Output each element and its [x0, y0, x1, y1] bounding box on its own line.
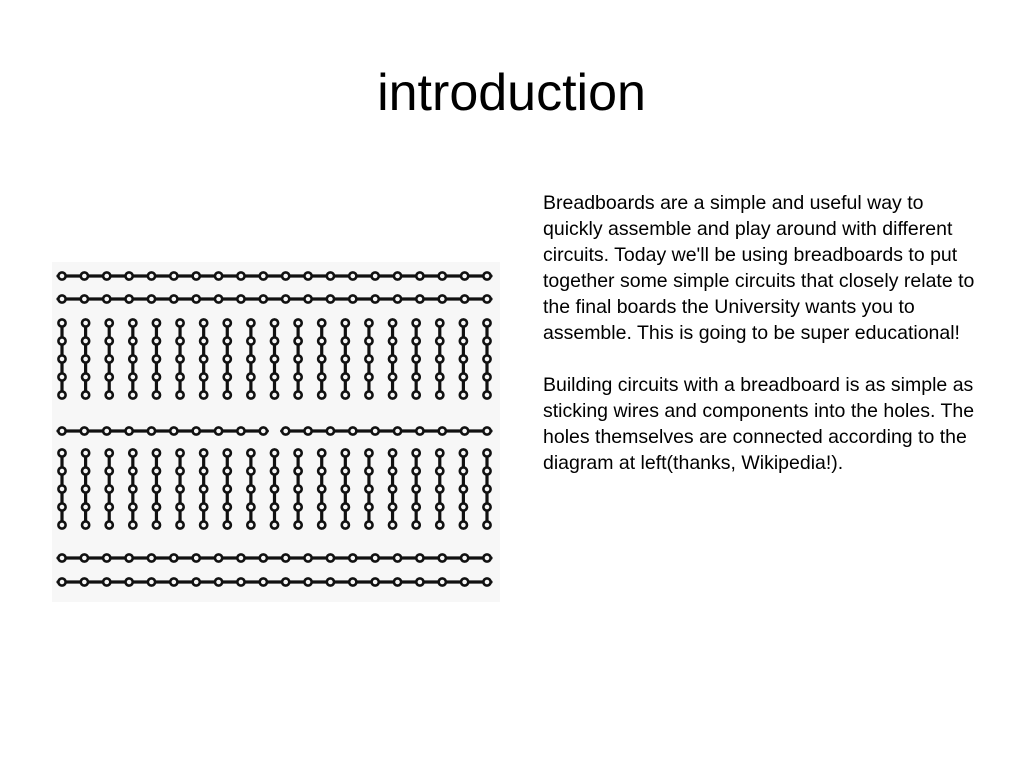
- breadboard-hole: [271, 319, 278, 326]
- breadboard-hole: [365, 467, 372, 474]
- breadboard-hole: [460, 337, 467, 344]
- breadboard-hole: [295, 521, 302, 528]
- breadboard-hole: [224, 319, 231, 326]
- breadboard-hole: [436, 373, 443, 380]
- breadboard-hole: [327, 272, 334, 279]
- breadboard-hole: [176, 449, 183, 456]
- breadboard-hole: [389, 373, 396, 380]
- breadboard-hole: [436, 467, 443, 474]
- breadboard-hole: [304, 578, 311, 585]
- breadboard-hole: [153, 467, 160, 474]
- breadboard-hole: [365, 391, 372, 398]
- breadboard-hole: [439, 427, 446, 434]
- breadboard-hole: [224, 503, 231, 510]
- breadboard-hole: [327, 295, 334, 302]
- breadboard-hole: [413, 337, 420, 344]
- breadboard-hole: [260, 427, 267, 434]
- breadboard-hole: [460, 391, 467, 398]
- breadboard-hole: [436, 521, 443, 528]
- breadboard-hole: [394, 295, 401, 302]
- breadboard-hole: [460, 355, 467, 362]
- breadboard-hole: [295, 449, 302, 456]
- breadboard-hole: [82, 449, 89, 456]
- breadboard-hole: [82, 355, 89, 362]
- breadboard-hole: [342, 449, 349, 456]
- breadboard-hole: [148, 427, 155, 434]
- breadboard-hole: [389, 355, 396, 362]
- breadboard-hole: [215, 295, 222, 302]
- breadboard-hole: [318, 355, 325, 362]
- breadboard-hole: [247, 521, 254, 528]
- breadboard-hole: [304, 272, 311, 279]
- breadboard-hole: [153, 521, 160, 528]
- breadboard-hole: [176, 391, 183, 398]
- breadboard-hole: [58, 427, 65, 434]
- breadboard-hole: [215, 272, 222, 279]
- breadboard-hole: [81, 427, 88, 434]
- breadboard-hole: [349, 295, 356, 302]
- breadboard-hole: [176, 485, 183, 492]
- breadboard-hole: [82, 373, 89, 380]
- breadboard-hole: [176, 355, 183, 362]
- breadboard-hole: [342, 373, 349, 380]
- breadboard-hole: [200, 319, 207, 326]
- breadboard-hole: [461, 554, 468, 561]
- breadboard-hole: [215, 427, 222, 434]
- breadboard-hole: [416, 272, 423, 279]
- breadboard-hole: [106, 337, 113, 344]
- breadboard-hole: [237, 427, 244, 434]
- breadboard-hole: [176, 337, 183, 344]
- breadboard-hole: [153, 449, 160, 456]
- breadboard-hole: [153, 503, 160, 510]
- breadboard-hole: [461, 272, 468, 279]
- breadboard-hole: [58, 272, 65, 279]
- breadboard-hole: [58, 355, 65, 362]
- breadboard-hole: [416, 427, 423, 434]
- breadboard-hole: [413, 391, 420, 398]
- breadboard-hole: [365, 449, 372, 456]
- breadboard-hole: [389, 337, 396, 344]
- breadboard-hole: [82, 319, 89, 326]
- breadboard-hole: [170, 272, 177, 279]
- breadboard-hole: [318, 449, 325, 456]
- breadboard-hole: [295, 467, 302, 474]
- breadboard-hole: [58, 373, 65, 380]
- breadboard-hole: [224, 373, 231, 380]
- breadboard-hole: [260, 272, 267, 279]
- breadboard-hole: [126, 554, 133, 561]
- breadboard-hole: [82, 337, 89, 344]
- breadboard-diagram-svg: [52, 262, 500, 602]
- breadboard-hole: [439, 295, 446, 302]
- breadboard-hole: [260, 578, 267, 585]
- breadboard-hole: [58, 337, 65, 344]
- breadboard-hole: [237, 554, 244, 561]
- breadboard-hole: [282, 295, 289, 302]
- breadboard-hole: [153, 337, 160, 344]
- breadboard-hole: [176, 319, 183, 326]
- breadboard-hole: [461, 578, 468, 585]
- breadboard-hole: [483, 503, 490, 510]
- breadboard-hole: [413, 521, 420, 528]
- breadboard-hole: [413, 373, 420, 380]
- breadboard-hole: [103, 272, 110, 279]
- breadboard-hole: [148, 295, 155, 302]
- breadboard-hole: [365, 355, 372, 362]
- breadboard-hole: [365, 373, 372, 380]
- breadboard-hole: [82, 485, 89, 492]
- breadboard-hole: [247, 467, 254, 474]
- breadboard-hole: [295, 319, 302, 326]
- breadboard-hole: [200, 391, 207, 398]
- breadboard-hole: [460, 373, 467, 380]
- breadboard-hole: [416, 554, 423, 561]
- breadboard-hole: [318, 319, 325, 326]
- breadboard-hole: [483, 272, 490, 279]
- breadboard-hole: [271, 485, 278, 492]
- breadboard-hole: [394, 427, 401, 434]
- breadboard-hole: [295, 373, 302, 380]
- breadboard-hole: [483, 295, 490, 302]
- breadboard-hole: [483, 485, 490, 492]
- breadboard-hole: [436, 503, 443, 510]
- breadboard-hole: [129, 521, 136, 528]
- breadboard-hole: [237, 272, 244, 279]
- breadboard-hole: [200, 449, 207, 456]
- breadboard-hole: [483, 355, 490, 362]
- breadboard-hole: [193, 578, 200, 585]
- breadboard-hole: [436, 319, 443, 326]
- breadboard-hole: [483, 578, 490, 585]
- breadboard-hole: [271, 521, 278, 528]
- breadboard-hole: [439, 578, 446, 585]
- breadboard-hole: [436, 337, 443, 344]
- breadboard-hole: [200, 521, 207, 528]
- breadboard-hole: [372, 295, 379, 302]
- breadboard-hole: [282, 272, 289, 279]
- breadboard-hole: [106, 503, 113, 510]
- breadboard-hole: [106, 319, 113, 326]
- breadboard-hole: [304, 295, 311, 302]
- breadboard-hole: [126, 578, 133, 585]
- breadboard-hole: [129, 355, 136, 362]
- breadboard-hole: [271, 449, 278, 456]
- breadboard-hole: [318, 485, 325, 492]
- breadboard-hole: [304, 554, 311, 561]
- breadboard-hole: [58, 467, 65, 474]
- breadboard-hole: [365, 319, 372, 326]
- breadboard-hole: [483, 373, 490, 380]
- breadboard-hole: [483, 467, 490, 474]
- breadboard-hole: [224, 467, 231, 474]
- breadboard-hole: [349, 427, 356, 434]
- breadboard-hole: [260, 295, 267, 302]
- breadboard-hole: [389, 521, 396, 528]
- breadboard-hole: [193, 295, 200, 302]
- breadboard-hole: [58, 295, 65, 302]
- breadboard-hole: [153, 391, 160, 398]
- breadboard-hole: [372, 427, 379, 434]
- breadboard-hole: [389, 467, 396, 474]
- breadboard-hole: [200, 467, 207, 474]
- breadboard-hole: [483, 449, 490, 456]
- breadboard-hole: [389, 319, 396, 326]
- breadboard-hole: [215, 578, 222, 585]
- breadboard-hole: [237, 295, 244, 302]
- breadboard-hole: [106, 355, 113, 362]
- breadboard-hole: [126, 427, 133, 434]
- breadboard-hole: [342, 355, 349, 362]
- breadboard-hole: [247, 373, 254, 380]
- breadboard-hole: [247, 449, 254, 456]
- breadboard-hole: [342, 503, 349, 510]
- breadboard-hole: [436, 355, 443, 362]
- breadboard-hole: [200, 485, 207, 492]
- breadboard-hole: [170, 295, 177, 302]
- slide-title: introduction: [377, 64, 646, 122]
- breadboard-hole: [193, 272, 200, 279]
- breadboard-hole: [153, 373, 160, 380]
- breadboard-hole: [193, 427, 200, 434]
- breadboard-hole: [436, 449, 443, 456]
- breadboard-hole: [365, 485, 372, 492]
- breadboard-hole: [153, 319, 160, 326]
- breadboard-hole: [295, 503, 302, 510]
- breadboard-hole: [153, 485, 160, 492]
- breadboard-hole: [439, 272, 446, 279]
- breadboard-hole: [271, 467, 278, 474]
- breadboard-hole: [271, 503, 278, 510]
- breadboard-hole: [224, 391, 231, 398]
- breadboard-hole: [365, 521, 372, 528]
- breadboard-hole: [342, 467, 349, 474]
- breadboard-hole: [413, 467, 420, 474]
- breadboard-hole: [483, 554, 490, 561]
- breadboard-hole: [483, 337, 490, 344]
- breadboard-hole: [318, 337, 325, 344]
- breadboard-hole: [148, 554, 155, 561]
- breadboard-diagram: [52, 262, 500, 602]
- breadboard-hole: [129, 373, 136, 380]
- breadboard-hole: [193, 554, 200, 561]
- breadboard-hole: [372, 272, 379, 279]
- breadboard-hole: [318, 521, 325, 528]
- breadboard-hole: [58, 485, 65, 492]
- breadboard-hole: [129, 337, 136, 344]
- breadboard-hole: [318, 391, 325, 398]
- breadboard-hole: [349, 272, 356, 279]
- breadboard-hole: [413, 319, 420, 326]
- breadboard-hole: [394, 554, 401, 561]
- breadboard-hole: [103, 427, 110, 434]
- paragraph-breadboards-intro: Breadboards are a simple and useful way to quickly assemble and play around with different circuits. Today we'll be using breadboards to put together some simple circuits that closely relate to the final boards the University wants you to assemble. This is going to be super educational!: [543, 192, 975, 344]
- breadboard-hole: [129, 467, 136, 474]
- breadboard-hole: [176, 503, 183, 510]
- breadboard-hole: [58, 449, 65, 456]
- breadboard-hole: [413, 355, 420, 362]
- breadboard-hole: [365, 503, 372, 510]
- breadboard-hole: [389, 391, 396, 398]
- breadboard-hole: [365, 337, 372, 344]
- breadboard-hole: [81, 272, 88, 279]
- breadboard-hole: [129, 319, 136, 326]
- breadboard-hole: [394, 578, 401, 585]
- breadboard-hole: [460, 485, 467, 492]
- breadboard-hole: [58, 521, 65, 528]
- breadboard-hole: [349, 578, 356, 585]
- breadboard-hole: [436, 391, 443, 398]
- breadboard-hole: [82, 503, 89, 510]
- breadboard-hole: [342, 521, 349, 528]
- breadboard-hole: [460, 319, 467, 326]
- breadboard-hole: [247, 319, 254, 326]
- breadboard-hole: [200, 355, 207, 362]
- breadboard-hole: [413, 503, 420, 510]
- breadboard-hole: [126, 295, 133, 302]
- breadboard-hole: [82, 467, 89, 474]
- breadboard-hole: [271, 355, 278, 362]
- breadboard-hole: [295, 485, 302, 492]
- breadboard-hole: [176, 373, 183, 380]
- breadboard-hole: [436, 485, 443, 492]
- breadboard-hole: [237, 578, 244, 585]
- breadboard-hole: [170, 427, 177, 434]
- breadboard-hole: [106, 391, 113, 398]
- breadboard-hole: [271, 337, 278, 344]
- breadboard-hole: [327, 578, 334, 585]
- breadboard-hole: [271, 391, 278, 398]
- breadboard-hole: [129, 485, 136, 492]
- breadboard-hole: [342, 485, 349, 492]
- breadboard-hole: [260, 554, 267, 561]
- breadboard-hole: [58, 503, 65, 510]
- breadboard-hole: [247, 337, 254, 344]
- breadboard-hole: [148, 272, 155, 279]
- paragraph-building-circuits: Building circuits with a breadboard is as simple as sticking wires and components into the holes. The holes themselves are connected according to the diagram at left(thanks, Wikipedia!).: [543, 374, 975, 474]
- breadboard-hole: [327, 554, 334, 561]
- breadboard-hole: [460, 449, 467, 456]
- breadboard-hole: [106, 485, 113, 492]
- breadboard-hole: [224, 449, 231, 456]
- breadboard-hole: [389, 503, 396, 510]
- breadboard-hole: [483, 319, 490, 326]
- breadboard-hole: [416, 578, 423, 585]
- breadboard-hole: [170, 554, 177, 561]
- breadboard-hole: [247, 485, 254, 492]
- breadboard-hole: [153, 355, 160, 362]
- breadboard-hole: [58, 578, 65, 585]
- breadboard-hole: [349, 554, 356, 561]
- breadboard-hole: [81, 554, 88, 561]
- breadboard-hole: [126, 272, 133, 279]
- breadboard-hole: [215, 554, 222, 561]
- breadboard-hole: [439, 554, 446, 561]
- breadboard-hole: [295, 391, 302, 398]
- breadboard-hole: [271, 373, 278, 380]
- breadboard-hole: [200, 503, 207, 510]
- breadboard-hole: [200, 337, 207, 344]
- breadboard-hole: [170, 578, 177, 585]
- breadboard-hole: [318, 467, 325, 474]
- breadboard-hole: [295, 337, 302, 344]
- breadboard-hole: [106, 373, 113, 380]
- breadboard-hole: [224, 485, 231, 492]
- breadboard-hole: [82, 521, 89, 528]
- breadboard-hole: [129, 503, 136, 510]
- breadboard-hole: [413, 485, 420, 492]
- breadboard-hole: [103, 554, 110, 561]
- breadboard-hole: [224, 355, 231, 362]
- breadboard-hole: [282, 427, 289, 434]
- breadboard-hole: [416, 295, 423, 302]
- breadboard-hole: [200, 373, 207, 380]
- breadboard-hole: [247, 355, 254, 362]
- breadboard-hole: [247, 391, 254, 398]
- breadboard-hole: [129, 391, 136, 398]
- breadboard-hole: [103, 578, 110, 585]
- breadboard-hole: [461, 295, 468, 302]
- breadboard-hole: [460, 503, 467, 510]
- breadboard-hole: [372, 554, 379, 561]
- breadboard-hole: [106, 521, 113, 528]
- breadboard-hole: [103, 295, 110, 302]
- breadboard-hole: [81, 578, 88, 585]
- breadboard-hole: [318, 373, 325, 380]
- breadboard-hole: [129, 449, 136, 456]
- breadboard-hole: [460, 521, 467, 528]
- breadboard-hole: [342, 391, 349, 398]
- breadboard-hole: [389, 449, 396, 456]
- breadboard-hole: [224, 337, 231, 344]
- breadboard-hole: [81, 295, 88, 302]
- breadboard-hole: [106, 467, 113, 474]
- breadboard-hole: [176, 521, 183, 528]
- breadboard-hole: [461, 427, 468, 434]
- breadboard-hole: [176, 467, 183, 474]
- breadboard-hole: [282, 554, 289, 561]
- breadboard-hole: [247, 503, 254, 510]
- breadboard-hole: [394, 272, 401, 279]
- breadboard-hole: [295, 355, 302, 362]
- breadboard-hole: [483, 427, 490, 434]
- breadboard-hole: [58, 319, 65, 326]
- breadboard-hole: [282, 578, 289, 585]
- breadboard-hole: [327, 427, 334, 434]
- breadboard-hole: [304, 427, 311, 434]
- breadboard-hole: [58, 391, 65, 398]
- breadboard-hole: [413, 449, 420, 456]
- breadboard-hole: [372, 578, 379, 585]
- breadboard-hole: [82, 391, 89, 398]
- breadboard-hole: [224, 521, 231, 528]
- breadboard-hole: [483, 391, 490, 398]
- breadboard-hole: [148, 578, 155, 585]
- body-text: [543, 190, 975, 502]
- breadboard-hole: [106, 449, 113, 456]
- breadboard-hole: [318, 503, 325, 510]
- breadboard-hole: [460, 467, 467, 474]
- breadboard-hole: [342, 319, 349, 326]
- breadboard-hole: [389, 485, 396, 492]
- breadboard-hole: [483, 521, 490, 528]
- breadboard-hole: [342, 337, 349, 344]
- breadboard-hole: [58, 554, 65, 561]
